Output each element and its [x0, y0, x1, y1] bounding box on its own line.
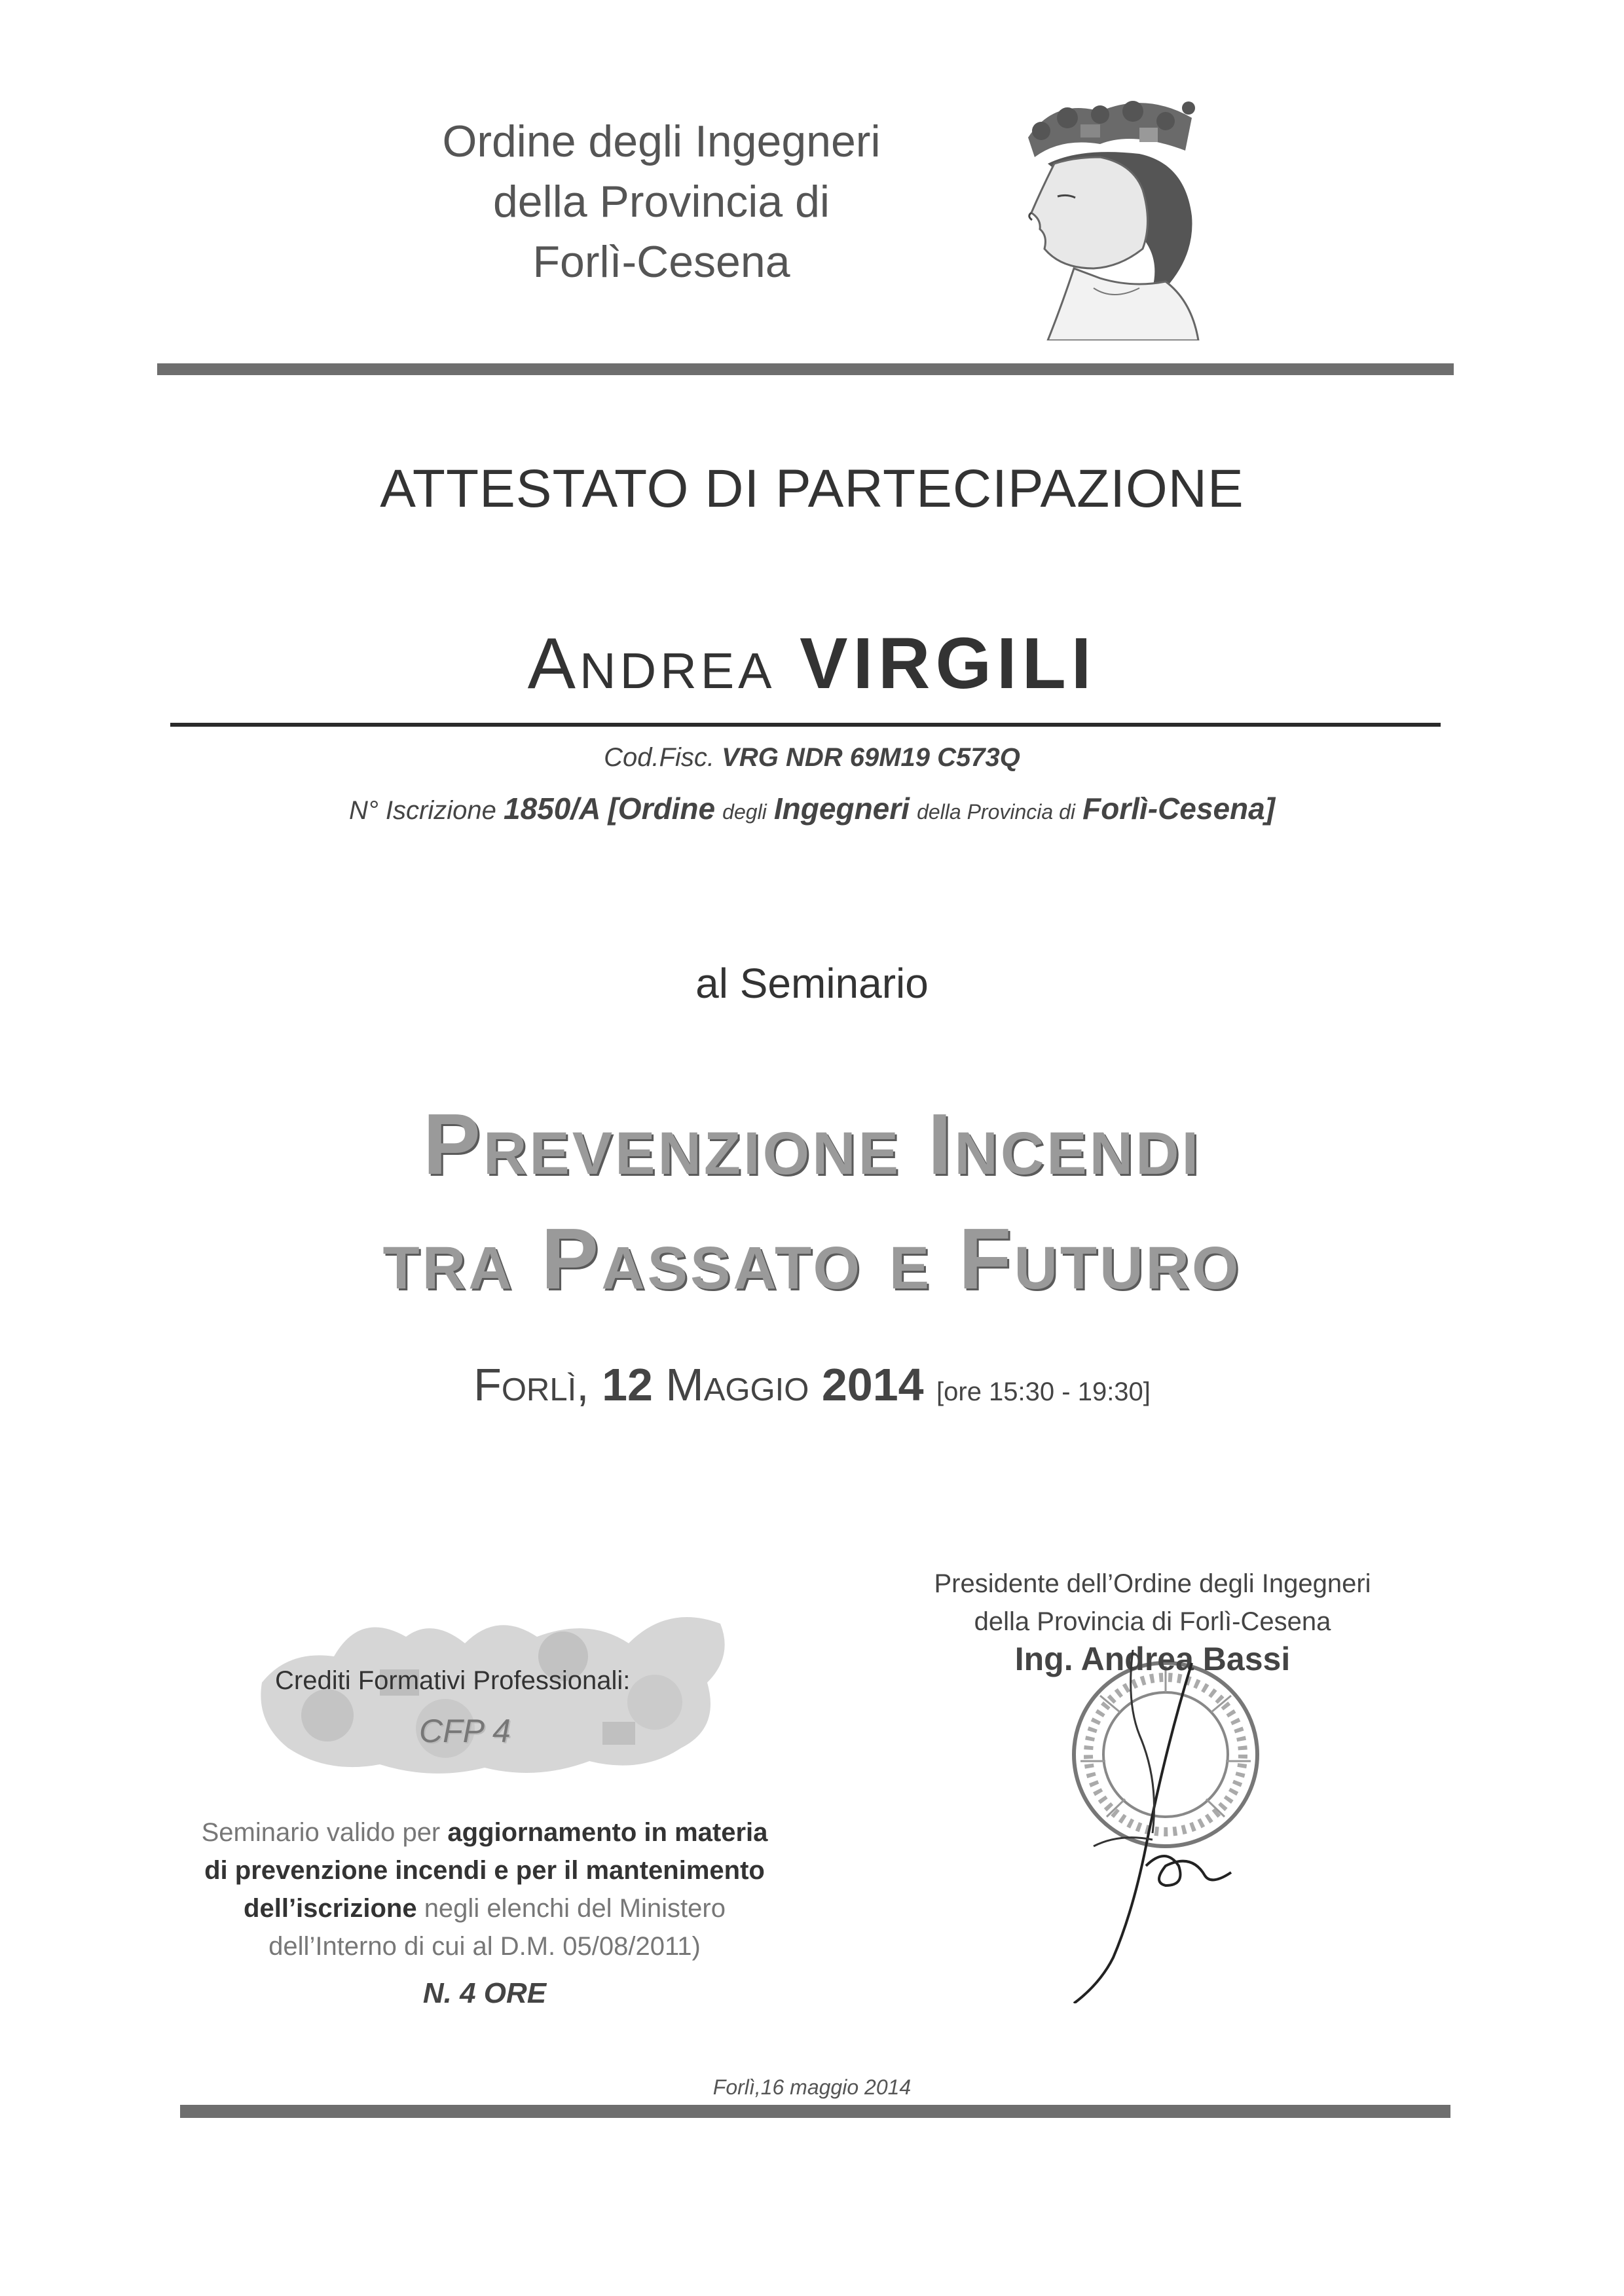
- org-name-line: Forlì-Cesena: [532, 237, 790, 287]
- event-month: Maggio: [665, 1359, 809, 1410]
- total-hours: N. 4 ORE: [422, 1977, 547, 2009]
- seminar-title-line: Prevenzione Incendi: [422, 1096, 1202, 1192]
- validity-text-bold: aggiornamento in materia: [447, 1818, 768, 1847]
- event-place: Forlì,: [473, 1359, 589, 1410]
- recipient-name: [0, 622, 1624, 705]
- validity-text: dell’Interno di cui al D.M. 05/08/2011): [268, 1932, 701, 1961]
- registration-label: N° Iscrizione: [348, 796, 496, 825]
- registration-org: della Provincia di: [917, 800, 1075, 824]
- tax-code-label: Cod.Fisc.: [604, 743, 715, 772]
- seminar-title: [0, 1087, 1624, 1316]
- org-name-line: Ordine degli Ingegneri: [442, 117, 881, 166]
- validity-text-bold: dell’iscrizione: [244, 1894, 417, 1923]
- org-name-line: della Provincia di: [492, 177, 830, 227]
- recipient-first-name: Andrea: [527, 623, 776, 704]
- certificate-title: ATTESTATO DI PARTECIPAZIONE: [380, 459, 1244, 519]
- president-title-line: della Provincia di Forlì-Cesena: [974, 1607, 1331, 1636]
- validity-text-bold: di prevenzione incendi e per il mantenimento: [204, 1856, 765, 1885]
- footer-divider: [180, 2105, 1450, 2118]
- registration-org: degli: [722, 800, 767, 824]
- validity-text: Seminario valido per: [201, 1818, 441, 1847]
- issue-date: Forlì,16 maggio 2014: [712, 2075, 912, 2099]
- organization-name: [367, 111, 956, 292]
- seminar-title-line: tra Passato e Futuro: [382, 1211, 1242, 1307]
- name-underline: [170, 723, 1441, 727]
- registration-org: Ingegneri: [773, 792, 910, 826]
- validity-note: [157, 1813, 812, 1965]
- event-year: 2014: [821, 1359, 924, 1410]
- registration-org: Forlì-Cesena]: [1082, 792, 1276, 826]
- recipient-last-name: VIRGILI: [800, 623, 1097, 704]
- validity-text: negli elenchi del Ministero: [424, 1894, 726, 1923]
- registration-number: 1850/A: [504, 792, 601, 826]
- seminar-intro: al Seminario: [695, 960, 929, 1007]
- registration-line: [0, 791, 1624, 826]
- tax-code-value: VRG NDR 69M19 C573Q: [722, 743, 1020, 772]
- event-day: 12: [602, 1359, 653, 1410]
- signer-name: Ing. Andrea Bassi: [1014, 1641, 1291, 1677]
- president-title-line: Presidente dell’Ordine degli Ingegneri: [934, 1569, 1371, 1598]
- tax-code-line: [0, 743, 1624, 773]
- credits-label: Crediti Formativi Professionali:: [275, 1666, 631, 1695]
- event-hours: [ore 15:30 - 19:30]: [936, 1377, 1151, 1406]
- president-title: [864, 1565, 1441, 1641]
- event-date: [0, 1358, 1624, 1411]
- registration-org: [Ordine: [608, 792, 716, 826]
- header-divider: [157, 363, 1454, 375]
- credits-value: CFP 4: [419, 1713, 511, 1749]
- dante-portrait-logo: [1002, 92, 1211, 340]
- handwritten-signature: [1035, 1650, 1244, 2003]
